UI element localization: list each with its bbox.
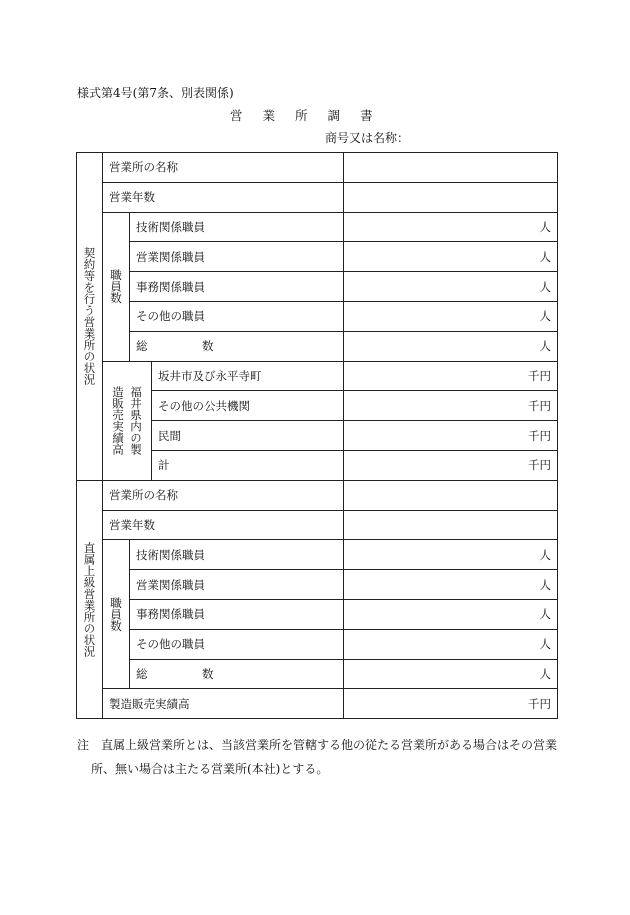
staff-field[interactable]: 人 bbox=[344, 212, 558, 242]
office-name-field[interactable] bbox=[344, 480, 558, 510]
staff-label: その他の職員 bbox=[130, 301, 344, 331]
staff-field[interactable]: 人 bbox=[344, 540, 558, 570]
footnote-line: 所、無い場合は主たる営業所(本社)とする。 bbox=[91, 762, 329, 776]
staff-total-label bbox=[130, 331, 344, 361]
staff-label: 技術関係職員 bbox=[130, 540, 344, 570]
staff-label: 技術関係職員 bbox=[130, 212, 344, 242]
table-row bbox=[77, 272, 558, 302]
office-survey-table bbox=[76, 152, 558, 719]
sales-field[interactable]: 千円 bbox=[344, 391, 558, 421]
table-row bbox=[77, 629, 558, 659]
table-row bbox=[77, 570, 558, 600]
title-char: 所 bbox=[295, 108, 308, 123]
sales-field[interactable]: 千円 bbox=[344, 421, 558, 451]
table-row bbox=[77, 153, 558, 183]
footnote-line: 注 直属上級営業所とは、当該営業所を管轄する他の従たる営業所がある場合はその営業 bbox=[77, 738, 558, 752]
office-name-label: 営業所の名称 bbox=[103, 480, 344, 510]
table-row bbox=[77, 510, 558, 540]
title-char: 調 bbox=[327, 108, 341, 123]
office-name-field[interactable] bbox=[344, 153, 558, 183]
sales-group-col1: 福井県内の製 bbox=[129, 386, 143, 456]
table-row bbox=[77, 689, 558, 719]
staff-total-field[interactable]: 人 bbox=[344, 331, 558, 361]
staff-label: その他の職員 bbox=[130, 629, 344, 659]
trade-name-label: 商号又は名称： bbox=[325, 131, 410, 145]
staff-label: 営業関係職員 bbox=[130, 242, 344, 272]
section1-label: 契約等を行う営業所の状況 bbox=[77, 153, 103, 481]
staff-total-field[interactable]: 人 bbox=[344, 659, 558, 689]
sales-field[interactable]: 千円 bbox=[344, 361, 558, 391]
title-char: 業 bbox=[262, 108, 276, 123]
office-name-label: 営業所の名称 bbox=[103, 153, 344, 183]
table-row bbox=[77, 331, 558, 361]
staff-field[interactable]: 人 bbox=[344, 242, 558, 272]
form-number: 様式第4号(第7条、別表関係) bbox=[77, 86, 234, 100]
staff-label: 事務関係職員 bbox=[130, 272, 344, 302]
table-row bbox=[77, 212, 558, 242]
sales-field[interactable]: 千円 bbox=[344, 689, 558, 719]
staff-label: 営業関係職員 bbox=[130, 570, 344, 600]
staff-group-label: 職員数 bbox=[103, 540, 130, 689]
title-char: 営 bbox=[230, 108, 243, 123]
table-row bbox=[77, 599, 558, 629]
staff-field[interactable]: 人 bbox=[344, 272, 558, 302]
staff-field[interactable]: 人 bbox=[344, 629, 558, 659]
table-row bbox=[77, 182, 558, 212]
sales-label: 坂井市及び永平寺町 bbox=[152, 361, 344, 391]
staff-field[interactable]: 人 bbox=[344, 301, 558, 331]
office-years-label: 営業年数 bbox=[103, 182, 344, 212]
staff-group-label: 職員数 bbox=[103, 212, 130, 361]
staff-total-char: 総 bbox=[136, 339, 148, 354]
section2-label: 直属上級営業所の状況 bbox=[77, 480, 103, 718]
office-years-label: 営業年数 bbox=[103, 510, 344, 540]
sales-group-col2: 造販売実績高 bbox=[111, 386, 125, 456]
staff-total-char: 数 bbox=[202, 339, 214, 354]
table-row bbox=[77, 480, 558, 510]
sales-group-label bbox=[103, 361, 152, 480]
sales-total-field[interactable]: 千円 bbox=[344, 450, 558, 480]
staff-total-char: 総 bbox=[136, 666, 148, 681]
office-years-field[interactable] bbox=[344, 510, 558, 540]
table-row bbox=[77, 301, 558, 331]
staff-field[interactable]: 人 bbox=[344, 570, 558, 600]
staff-total-label bbox=[130, 659, 344, 689]
office-years-field[interactable] bbox=[344, 182, 558, 212]
staff-field[interactable]: 人 bbox=[344, 599, 558, 629]
sales-label: 民間 bbox=[152, 421, 344, 451]
sales-total-label: 計 bbox=[152, 450, 344, 480]
title-char: 書 bbox=[360, 108, 373, 123]
document-title bbox=[230, 106, 393, 124]
table-row bbox=[77, 540, 558, 570]
staff-total-char: 数 bbox=[202, 666, 214, 681]
table-row bbox=[77, 659, 558, 689]
table-row bbox=[77, 242, 558, 272]
sales-label: 製造販売実績高 bbox=[103, 689, 344, 719]
staff-label: 事務関係職員 bbox=[130, 599, 344, 629]
sales-label: その他の公共機関 bbox=[152, 391, 344, 421]
footnote bbox=[77, 733, 563, 781]
table-row bbox=[77, 361, 558, 391]
